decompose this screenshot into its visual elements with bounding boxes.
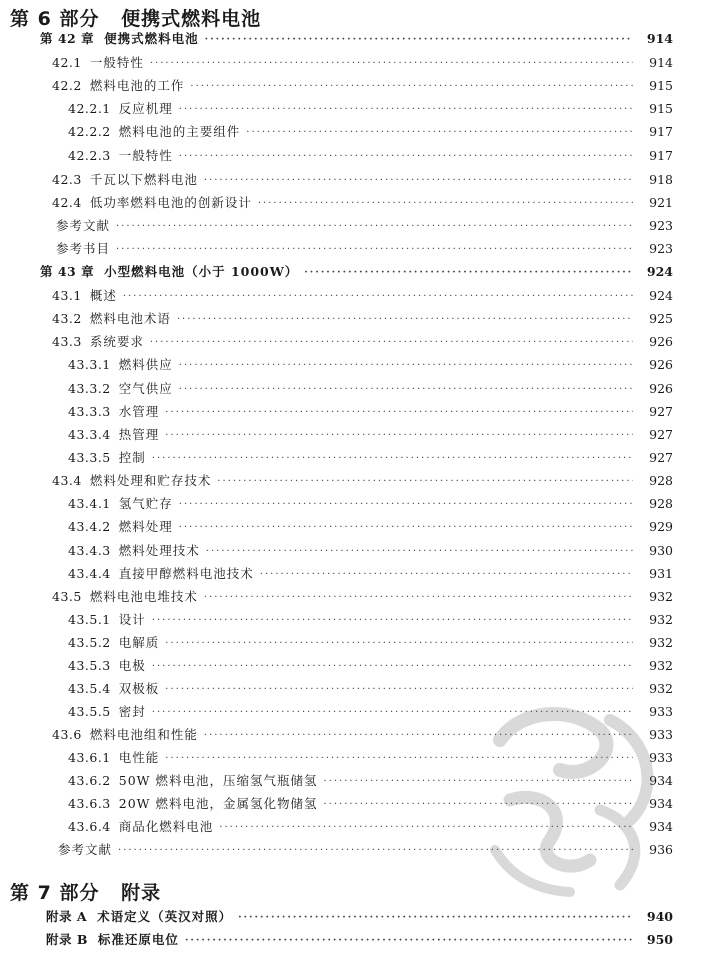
toc-title: 燃料电池电堆技术: [89, 589, 198, 604]
toc-title: 控制: [118, 450, 146, 465]
toc-page-number: 950: [646, 931, 673, 947]
toc-entry[interactable]: [52, 307, 673, 329]
toc-number: 42.2.2: [68, 123, 111, 139]
leader-dots: [219, 822, 633, 833]
toc-title: 小型燃料电池（小于 1000W）: [104, 264, 299, 279]
leader-dots: [116, 244, 633, 255]
leader-dots: [165, 430, 633, 441]
toc-number: 43.3.5: [68, 449, 111, 465]
toc-title: 热管理: [118, 427, 160, 442]
toc-number: 43.2: [52, 310, 82, 326]
leader-dots: [304, 267, 633, 278]
toc-number: 43.5.1: [68, 611, 111, 627]
toc-page-number: 940: [646, 908, 673, 924]
part-7-title: 附录: [121, 882, 162, 904]
leader-dots: [217, 476, 633, 487]
toc-title: 千瓦以下燃料电池: [89, 172, 198, 187]
toc-page-number: 915: [649, 77, 673, 93]
toc-title: 燃料供应: [118, 357, 173, 372]
toc-page-number: 934: [649, 772, 673, 788]
toc-page-number: 923: [649, 240, 673, 256]
leader-dots: [150, 337, 633, 348]
leader-dots: [246, 127, 633, 138]
toc-number: 42.3: [52, 171, 82, 187]
toc-entry[interactable]: [52, 74, 673, 96]
toc-entry[interactable]: [68, 492, 673, 514]
toc-appendix-b[interactable]: [46, 928, 673, 950]
toc-number: 附录 A: [46, 909, 88, 924]
toc-entry[interactable]: [68, 677, 673, 699]
toc-page-number: 921: [649, 194, 673, 210]
toc-entry[interactable]: [68, 377, 673, 399]
toc-page-number: 926: [649, 380, 673, 396]
toc-page-number: 917: [649, 123, 673, 139]
toc-title: 概述: [89, 288, 117, 303]
toc-entry[interactable]: [52, 585, 673, 607]
toc-number: 43.3.4: [68, 426, 111, 442]
toc-page-number: 932: [649, 680, 673, 696]
toc-page-number: 932: [649, 657, 673, 673]
toc-page-number: 931: [649, 565, 673, 581]
toc-title: 术语定义（英汉对照）: [97, 909, 233, 924]
toc-entry[interactable]: [52, 330, 673, 352]
toc-references[interactable]: [58, 838, 673, 860]
leader-dots: [190, 81, 633, 92]
toc-page-number: 933: [649, 703, 673, 719]
toc-entry[interactable]: [68, 400, 673, 422]
toc-entry[interactable]: [68, 120, 673, 142]
toc-page-number: 932: [649, 611, 673, 627]
leader-dots: [260, 569, 633, 580]
part-6-label: 第 6 部分: [10, 8, 100, 30]
toc-number: 42.2.3: [68, 147, 111, 163]
leader-dots: [165, 753, 633, 764]
toc-number: 43.6.3: [68, 795, 111, 811]
toc-appendix-a[interactable]: [46, 905, 673, 927]
leader-dots: [152, 707, 633, 718]
toc-entry[interactable]: [52, 51, 673, 73]
toc-title: 参考文献: [58, 842, 113, 857]
toc-chapter-43[interactable]: [40, 260, 673, 282]
toc-entry[interactable]: [68, 769, 673, 791]
toc-title: 便携式燃料电池: [104, 31, 199, 46]
toc-entry[interactable]: [68, 608, 673, 630]
toc-number: 43.4: [52, 472, 82, 488]
toc-entry[interactable]: [52, 284, 673, 306]
toc-title: 燃料处理和贮存技术: [89, 473, 212, 488]
leader-dots: [152, 453, 633, 464]
leader-dots: [165, 638, 633, 649]
toc-page-number: 927: [649, 403, 673, 419]
toc-page-number: 918: [649, 171, 673, 187]
leader-dots: [324, 799, 634, 810]
toc-number: 42.4: [52, 194, 82, 210]
toc-title: 标准还原电位: [97, 932, 179, 947]
toc-title: 燃料处理: [118, 519, 173, 534]
toc-page-number: 928: [649, 495, 673, 511]
toc-number: 43.3.1: [68, 356, 111, 372]
leader-dots: [177, 314, 633, 325]
toc-entry[interactable]: [68, 446, 673, 468]
toc-entry[interactable]: [68, 562, 673, 584]
toc-entry[interactable]: [68, 515, 673, 537]
toc-title: 商品化燃料电池: [118, 819, 214, 834]
leader-dots: [179, 384, 633, 395]
toc-entry[interactable]: [68, 654, 673, 676]
leader-dots: [258, 198, 633, 209]
toc-page-number: 926: [649, 356, 673, 372]
leader-dots: [205, 34, 633, 45]
toc-entry[interactable]: [68, 353, 673, 375]
toc-title: 空气供应: [118, 381, 173, 396]
toc-title: 参考文献: [56, 218, 111, 233]
toc-bibliography[interactable]: [56, 237, 673, 259]
toc-page-number: 934: [649, 795, 673, 811]
toc-page-number: 933: [649, 726, 673, 742]
toc-page-number: 923: [649, 217, 673, 233]
leader-dots: [204, 175, 633, 186]
toc-number: 第 43 章: [40, 264, 95, 279]
toc-title: 水管理: [118, 404, 160, 419]
toc-number: 第 42 章: [40, 31, 95, 46]
toc-entry[interactable]: [68, 792, 673, 814]
toc-entry[interactable]: [52, 168, 673, 190]
toc-number: 43.5.5: [68, 703, 111, 719]
toc-page-number: 930: [649, 542, 673, 558]
toc-page-number: 917: [649, 147, 673, 163]
leader-dots: [204, 730, 633, 741]
toc-page-number: 932: [649, 634, 673, 650]
toc-entry[interactable]: [68, 423, 673, 445]
toc-number: 43.5.4: [68, 680, 111, 696]
toc-title: 参考书目: [56, 241, 111, 256]
leader-dots: [204, 592, 633, 603]
toc-page-number: 925: [649, 310, 673, 326]
toc-number: 43.3.3: [68, 403, 111, 419]
toc-number: 43.6.4: [68, 818, 111, 834]
toc-entry[interactable]: [68, 97, 673, 119]
toc-title: 20W 燃料电池，金属氢化物储氢: [118, 796, 318, 811]
leader-dots: [179, 360, 633, 371]
leader-dots: [179, 499, 633, 510]
leader-dots: [165, 684, 633, 695]
toc-number: 43.3: [52, 333, 82, 349]
toc-references[interactable]: [56, 214, 673, 236]
leader-dots: [179, 151, 633, 162]
toc-page-number: 924: [646, 263, 673, 279]
toc-number: 43.5.3: [68, 657, 111, 673]
toc-title: 密封: [118, 704, 146, 719]
toc-title: 双极板: [118, 681, 160, 696]
leader-dots: [152, 661, 633, 672]
toc-page-number: 929: [649, 518, 673, 534]
toc-page-number: 914: [646, 30, 673, 46]
toc-number: 43.4.3: [68, 542, 111, 558]
toc-number: 附录 B: [46, 932, 88, 947]
toc-title: 电解质: [118, 635, 160, 650]
toc-page-number: 932: [649, 588, 673, 604]
toc-page-number: 926: [649, 333, 673, 349]
toc-title: 直接甲醇燃料电池技术: [118, 566, 254, 581]
toc-title: 电极: [118, 658, 146, 673]
toc-page-number: 934: [649, 818, 673, 834]
toc-title: 燃料处理技术: [118, 543, 200, 558]
toc-page-number: 924: [649, 287, 673, 303]
toc-title: 燃料电池术语: [89, 311, 171, 326]
toc-entry[interactable]: [68, 815, 673, 837]
toc-page-number: 936: [649, 841, 673, 857]
leader-dots: [116, 221, 633, 232]
toc-number: 43.6: [52, 726, 82, 742]
toc-entry[interactable]: [68, 746, 673, 768]
toc-number: 42.2.1: [68, 100, 111, 116]
leader-dots: [165, 407, 633, 418]
toc-number: 43.6.1: [68, 749, 111, 765]
leader-dots: [179, 104, 633, 115]
part-7-heading: [10, 878, 161, 905]
toc-title: 一般特性: [89, 55, 144, 70]
toc-number: 43.1: [52, 287, 82, 303]
toc-page-number: 927: [649, 426, 673, 442]
toc-title: 燃料电池组和性能: [89, 727, 198, 742]
toc-page-number: 933: [649, 749, 673, 765]
leader-dots: [150, 58, 633, 69]
toc-page-number: 928: [649, 472, 673, 488]
toc-title: 燃料电池的工作: [89, 78, 185, 93]
toc-entry[interactable]: [68, 144, 673, 166]
toc-entry[interactable]: [52, 191, 673, 213]
toc-title: 氢气贮存: [118, 496, 173, 511]
toc-entry[interactable]: [68, 539, 673, 561]
leader-dots: [179, 522, 633, 533]
leader-dots: [324, 776, 634, 787]
toc-number: 43.4.2: [68, 518, 111, 534]
toc-chapter-42[interactable]: [40, 27, 673, 49]
toc-entry[interactable]: [68, 700, 673, 722]
toc-title: 一般特性: [118, 148, 173, 163]
toc-title: 燃料电池的主要组件: [118, 124, 241, 139]
toc-title: 低功率燃料电池的创新设计: [89, 195, 252, 210]
toc-title: 50W 燃料电池，压缩氢气瓶储氢: [118, 773, 318, 788]
toc-page-number: 927: [649, 449, 673, 465]
toc-entry[interactable]: [52, 723, 673, 745]
toc-number: 42.1: [52, 54, 82, 70]
toc-title: 电性能: [118, 750, 160, 765]
leader-dots: [206, 546, 633, 557]
toc-number: 43.6.2: [68, 772, 111, 788]
toc-page-number: 914: [649, 54, 673, 70]
leader-dots: [152, 615, 633, 626]
toc-page-number: 915: [649, 100, 673, 116]
leader-dots: [123, 291, 633, 302]
leader-dots: [118, 845, 633, 856]
leader-dots: [238, 912, 633, 923]
toc-number: 42.2: [52, 77, 82, 93]
toc-title: 系统要求: [89, 334, 144, 349]
toc-entry[interactable]: [52, 469, 673, 491]
part-6-title: 便携式燃料电池: [121, 8, 262, 30]
toc-number: 43.5: [52, 588, 82, 604]
toc-number: 43.4.1: [68, 495, 111, 511]
leader-dots: [185, 935, 633, 946]
toc-title: 设计: [118, 612, 146, 627]
toc-title: 反应机理: [118, 101, 173, 116]
toc-number: 43.5.2: [68, 634, 111, 650]
toc-number: 43.4.4: [68, 565, 111, 581]
toc-entry[interactable]: [68, 631, 673, 653]
toc-number: 43.3.2: [68, 380, 111, 396]
part-7-label: 第 7 部分: [10, 882, 100, 904]
